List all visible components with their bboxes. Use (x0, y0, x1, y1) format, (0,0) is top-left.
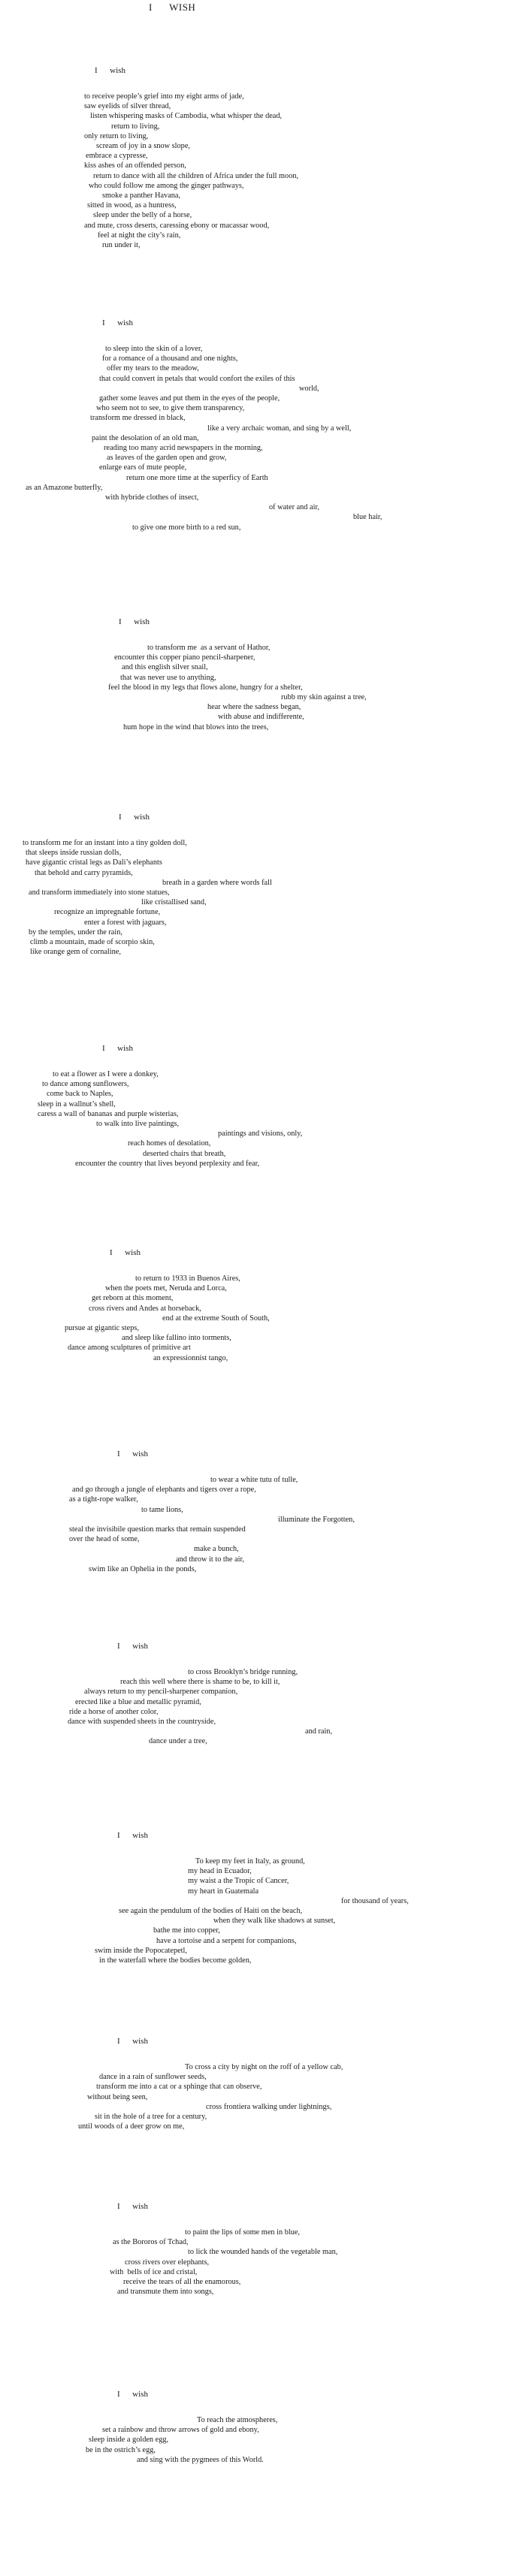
poem-line: caress a wall of bananas and purple wisterias, (38, 1109, 179, 1118)
poem-line: to transform me as a servant of Hathor, (147, 644, 271, 652)
poem-line: until woods of a deer grow on me, (78, 2122, 185, 2131)
poem-line: to lick the wounded hands of the vegetable man, (188, 2248, 338, 2257)
poem-line: and throw it to the air, (176, 1555, 245, 1564)
poem-line: with bells of ice and cristal, (110, 2267, 198, 2276)
poem-line: that behold and carry pyramids, (35, 868, 133, 877)
poem-line: deserted chairs that breath, (143, 1149, 226, 1158)
poem-line: and this english silver snail, (122, 663, 208, 672)
poem-line: for a romance of a thousand and one nights, (102, 354, 238, 363)
poem-line: enlarge ears of mute people, (99, 463, 187, 472)
poem-line: to give one more birth to a red sun, (132, 523, 241, 532)
poem-line: make a bunch, (194, 1545, 239, 1554)
stanza-heading: I wish (117, 1831, 148, 1840)
poem-line: steal the invisibile question marks that remain suspended (69, 1525, 246, 1534)
poem-line: dance in a rain of sunflower seeds, (99, 2073, 207, 2082)
poem-line: only return to living, (84, 131, 149, 140)
poem-line: ride a horse of another color, (69, 1707, 159, 1716)
poem-line: gather some leaves and put them in the eyes of the people, (99, 394, 280, 403)
poem-line: that could convert in petals that would confort the exiles of this (99, 374, 295, 383)
poem-line: and mute, cross deserts, caressing ebony or macassar wood, (84, 221, 270, 230)
poem-line: my waist a the Tropic of Cancer, (188, 1877, 289, 1886)
poem-line: and sing with the pygmees of this World. (137, 2455, 264, 2464)
poem-line: sleep inside a golden egg, (89, 2436, 169, 2445)
poem-line: recognize an impregnable fortune, (54, 908, 161, 917)
poem-line: return to living, (111, 122, 160, 131)
poem-title: I WISH (149, 2, 196, 13)
poem-line: to dance among sunflowers, (42, 1080, 129, 1089)
poem-line: set a rainbow and throw arrows of gold and ebony, (102, 2426, 259, 2435)
poem-line: run under it, (102, 241, 141, 249)
stanza-heading: I wish (117, 1449, 148, 1458)
poem-line: listen whispering masks of Cambodia, what whisper the dead, (90, 112, 283, 121)
poem-line: reach this well where there is shame to be, to kill it, (120, 1678, 280, 1687)
stanza-heading: I wish (110, 1248, 141, 1257)
poem-line: as a tight-rope walker, (69, 1495, 138, 1504)
poem-line: rubb my skin against a tree, (281, 693, 367, 701)
poem-line: cross rivers over elephants, (125, 2258, 210, 2267)
poem-line: and go through a jungle of elephants and tigers over a rope, (72, 1486, 256, 1495)
poem-line: and rain, (305, 1727, 333, 1736)
poem-line: saw eyelids of silver thread, (84, 102, 171, 111)
poem-line: who seem not to see, to give them transparency, (96, 404, 245, 413)
poem-line: hear where the sadness began, (207, 703, 301, 712)
poem-line: To keep my feet in Italy, as ground, (195, 1857, 305, 1866)
stanza-heading: I wish (117, 2037, 148, 2046)
poem-line: like orange gem of cornaline, (30, 948, 121, 957)
poem-line: have gigantic cristal legs as Dali’s elephants (26, 858, 162, 867)
poem-line: to receive people’s grief into my eight arms of jade, (84, 92, 244, 101)
poem-line: that was never use to anything, (120, 673, 216, 682)
poem-line: get reborn at this moment, (92, 1294, 174, 1303)
poem-line: swim like an Ophelia in the ponds, (89, 1564, 197, 1573)
poem-line: and transform immediately into stone statues, (29, 888, 170, 897)
stanza-heading: I wish (119, 813, 150, 822)
poem-line: climb a mountain, made of scorpio skin, (30, 938, 155, 946)
poem-line: end at the extreme South of South, (162, 1314, 270, 1323)
poem-line: encounter the country that lives beyond perplexity and fear, (75, 1159, 260, 1168)
poem-line: as an Amazone butterfly, (26, 483, 103, 492)
poem-line: erected like a blue and metallic pyramid, (75, 1697, 201, 1706)
poem-line: enter a forest with jaguars, (84, 918, 167, 927)
poem-line: swim inside the Popocatepetl, (95, 1946, 187, 1955)
poem-line: for thousand of years, (341, 1896, 409, 1905)
poem-line: always return to my pencil-sharpener companion, (84, 1688, 238, 1697)
poem-line: dance under a tree, (149, 1737, 207, 1746)
poem-line: feel at night the city’s rain, (98, 231, 181, 240)
poem-line: embrace a cypresse, (86, 152, 148, 161)
poem-line: return to dance with all the children of Africa under the full moon, (93, 171, 299, 180)
poem-line: cross frontiera walking under lightnings, (206, 2102, 332, 2111)
poem-line: come back to Naples, (47, 1090, 113, 1099)
poem-line: without being seen, (87, 2092, 148, 2101)
poem-line: like cristallised sand, (141, 898, 207, 907)
poem-line: and sleep like fallino into torments, (122, 1334, 231, 1343)
poem-line: To cross a city by night on the roff of a yellow cab, (185, 2063, 343, 2071)
poem-line: feel the blood in my legs that flows alone, hungry for a shelter, (108, 683, 303, 692)
poem-line: an expressionnist tango, (153, 1353, 228, 1362)
poem-line: encounter this copper piano pencil-sharpener, (114, 653, 255, 662)
poem-line: sitted in wood, as a huntress, (87, 201, 177, 210)
poem-line: see again the pendulum of the bodies of Haiti on the beach, (119, 1907, 303, 1915)
poem-line: dance with suspended sheets in the countryside, (68, 1718, 216, 1726)
poem-line: to cross Brooklyn’s bridge running, (188, 1668, 298, 1676)
poem-line: my head in Ecuador, (188, 1867, 252, 1876)
poem-line: return one more time at the superficy of Earth (126, 473, 268, 482)
poem-line: world, (299, 384, 319, 393)
poem-line: to wear a white tutu of tulle, (210, 1476, 298, 1484)
poem-line: paint the desolation of an old man, (92, 433, 199, 442)
stanza-heading: I wish (119, 617, 150, 626)
poem-line: sleep under the belly of a horse, (93, 211, 192, 220)
stanza-heading: I wish (117, 2390, 148, 2399)
poem-line: breath in a garden where words fall (162, 878, 272, 887)
poem-line: when they walk like shadows at sunset, (213, 1917, 336, 1926)
poem-line: blue hair, (353, 513, 382, 522)
poem-line: when the poets met, Neruda and Lorca, (105, 1284, 227, 1293)
poem-line: in the waterfall where the bodies become golden, (99, 1956, 252, 1965)
poem-line: scream of joy in a snow slope, (96, 142, 190, 150)
poem-line: to paint the lips of some men in blue, (185, 2228, 301, 2237)
poem-line: to sleep into the skin of a lover, (105, 345, 203, 353)
poem-line: to return to 1933 in Buenos Aires, (135, 1274, 240, 1283)
poem-line: over the head of some, (69, 1535, 140, 1544)
poem-line: smoke a panther Havana, (102, 192, 181, 200)
poem-line: sit in the hole of a tree for a century, (95, 2113, 207, 2121)
poem-line: to eat a flower as I were a donkey, (53, 1070, 159, 1078)
poem-line: transform me dressed in black, (90, 414, 186, 423)
poem-line: and transmute them into songs, (117, 2288, 214, 2297)
poem-line: that sleeps inside russian dolls, (26, 849, 122, 858)
poem-line: like a very archaic woman, and sing by a well, (207, 424, 352, 433)
stanza-heading: I wish (117, 1642, 148, 1651)
poem-line: to transform me for an instant into a tiny golden doll, (23, 839, 187, 847)
poem-line: have a tortoise and a serpent for companions, (156, 1936, 297, 1945)
poem-line: pursue at gigantic steps, (65, 1324, 139, 1332)
poem-line: reach homes of desolation, (128, 1139, 211, 1148)
poem-line: with abuse and indifferente, (218, 713, 304, 722)
poem-line: my heart in Guatemala (188, 1887, 259, 1896)
stanza-heading: I wish (117, 2202, 148, 2211)
poem-line: as the Bororos of Tchad, (113, 2238, 189, 2247)
poem-line: To reach the atmospheres, (197, 2416, 278, 2424)
poem-line: hum hope in the wind that blows into the trees, (123, 722, 269, 731)
poem-line: who could follow me among the ginger pathways, (89, 181, 244, 190)
poem-line: with hybride clothes of insect, (105, 493, 199, 502)
poem-line: as leaves of the garden open and grow, (107, 454, 227, 463)
stanza-heading: I wish (102, 318, 133, 327)
poem-line: offer my tears to the meadow, (107, 364, 199, 373)
poem-line: be in the ostrich’s egg, (86, 2445, 156, 2454)
poem-line: to walk into live paintings, (96, 1120, 180, 1128)
poem-line: to tame lions, (141, 1505, 183, 1514)
poem-line: receive the tears of all the enamorous, (123, 2278, 241, 2286)
poem-line: by the temples, under the rain, (29, 928, 122, 937)
poem-line: bathe me into copper, (153, 1926, 220, 1935)
poem-line: dance among sculptures of primitive art (68, 1344, 191, 1353)
poem-line: illuminate the Forgotten, (278, 1515, 355, 1524)
stanza-heading: I wish (95, 66, 125, 75)
poem-line: cross rivers and Andes at horseback, (89, 1304, 201, 1313)
poem-line: reading too many acrid newspapers in the morning, (104, 444, 263, 452)
stanza-heading: I wish (102, 1044, 133, 1053)
poem-line: of water and air, (269, 503, 320, 512)
poem-line: sleep in a wallnut’s shell, (38, 1099, 116, 1109)
poem-line: kiss ashes of an offended person, (84, 161, 186, 170)
poem-line: transform me into a cat or a sphinge that can observe, (96, 2083, 262, 2092)
poem-line: paintings and visions, only, (218, 1130, 303, 1139)
